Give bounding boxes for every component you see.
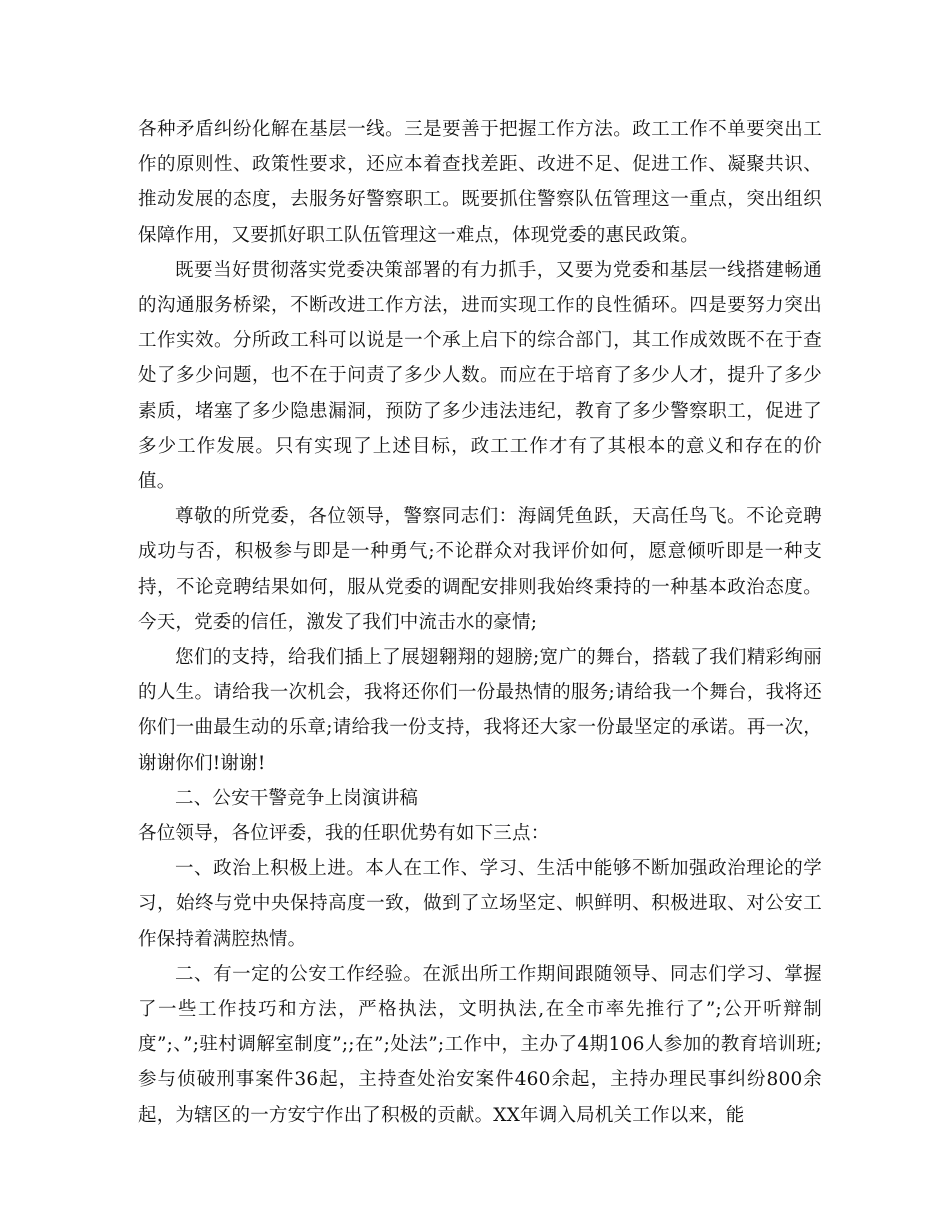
paragraph-2: 既要当好贯彻落实党委决策部署的有力抓手，又要为党委和基层一线搭建畅通的沟通服务桥梁，不断改进工作方法，进而实现工作的良性循环。四是要努力突出工作实效。分所政工科可以说是一个承上启下的综合部门，其工作成效既不在于查处了多少问题，也不在于问责了多少人数。而应在于培育了多少人才，提升了多少素质，堵塞了多少隐患漏洞，预防了多少违法违纪，教育了多少警察职工，促进了多少工作发展。只有实现了上述目标，政工工作才有了其根本的意义和存在的价值。 xyxy=(138,259,822,493)
paragraph-3: 尊敬的所党委，各位领导，警察同志们：海阔凭鱼跃，天高任鸟飞。不论竞聘成功与否，积极参与即是一种勇气;不论群众对我评价如何，愿意倾听即是一种支持，不论竞聘结果如何，服从党委的调配安排则我始终秉持的一种基本政治态度。今天，党委的信任，激发了我们中流击水的豪情; xyxy=(138,506,822,633)
paragraph-point-1: 一、政治上积极上进。本人在工作、学习、生活中能够不断加强政治理论的学习，始终与党中央保持高度一致，做到了立场坚定、帜鲜明、积极进取、对公安工作保持着满腔热情。 xyxy=(138,858,822,950)
paragraph-1: 各种矛盾纠纷化解在基层一线。三是要善于把握工作方法。政工工作不单要突出工作的原则性、政策性要求，还应本着查找差距、改进不足、促进工作、凝聚共识、推动发展的态度，去服务好警察职工。既要抓住警察队伍管理这一重点，突出组织保障作用，又要抓好职工队伍管理这一难点，体现党委的惠民政策。 xyxy=(138,119,822,246)
section-heading: 二、公安干警竞争上岗演讲稿 xyxy=(175,787,419,809)
salutation: 各位领导，各位评委，我的任职优势有如下三点： xyxy=(138,823,550,845)
paragraph-point-2: 二、有一定的公安工作经验。在派出所工作期间跟随领导、同志们学习、掌握了一些工作技巧和方法，严格执法，文明执法,在全市率先推行了”;公开听辩制度”;、”;驻村调解室制度”;;在”;处法”;工作中，主办了4期106人参加的教育培训班;参与侦破刑事案件36起，主持查处治安案件460余起，主持办理民事纠纷800余起，为辖区的一方安宁作出了积极的贡献。XX年调入局机关工作以来，能 xyxy=(138,963,822,1126)
paragraph-4: 您们的支持，给我们插上了展翅翱翔的翅膀;宽广的舞台，搭载了我们精彩绚丽的人生。请给我一次机会，我将还你们一份最热情的服务;请给我一个舞台，我将还你们一曲最生动的乐章;请给我一份支持，我将还大家一份最坚定的承诺。再一次，谢谢你们!谢谢! xyxy=(138,647,822,774)
